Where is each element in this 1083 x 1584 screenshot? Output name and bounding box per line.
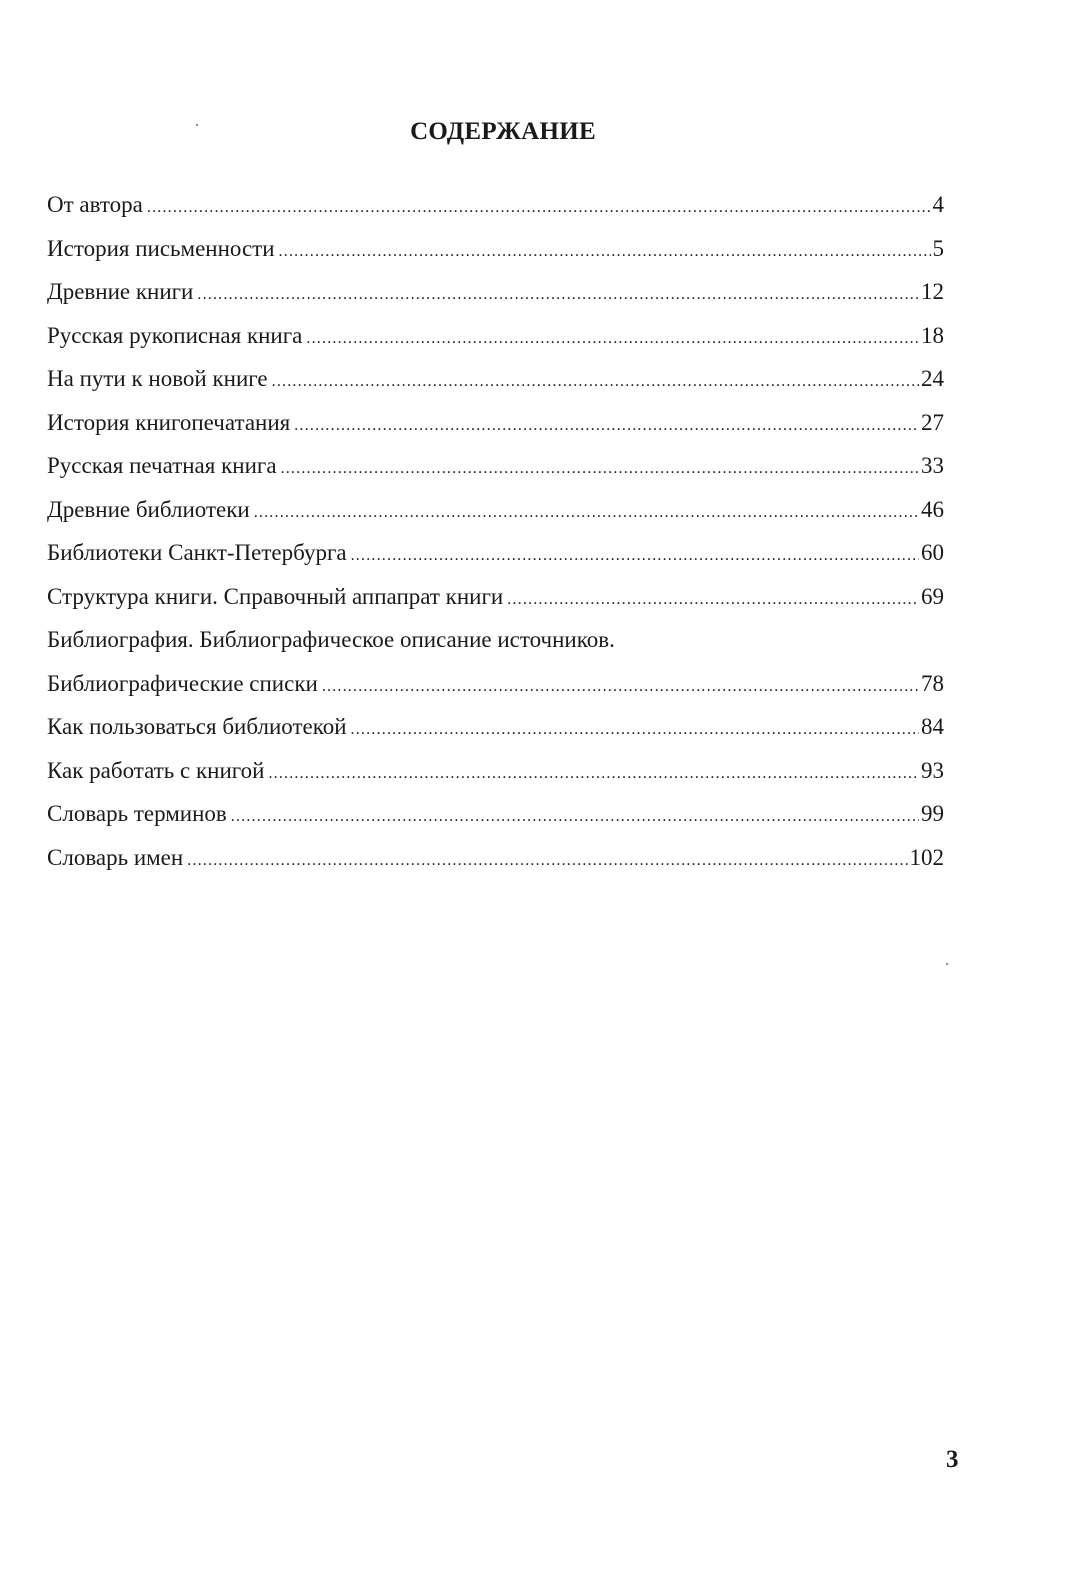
toc-entry <box>47 758 944 802</box>
toc-entry-page: 18 <box>921 322 944 348</box>
toc-entry <box>47 366 944 410</box>
toc-dot-leader <box>279 243 931 261</box>
toc-entry-page: 5 <box>932 235 944 261</box>
toc-dot-leader <box>197 286 919 304</box>
toc-entry-page: 99 <box>921 801 944 826</box>
toc-entry-title: История письменности <box>47 235 275 261</box>
toc-entry <box>47 453 944 497</box>
toc-dot-leader <box>231 808 919 826</box>
toc-entry <box>47 410 944 454</box>
toc-entry <box>47 279 944 323</box>
toc-dot-leader <box>351 721 919 739</box>
toc-entry-title: Словарь имен <box>47 844 184 870</box>
toc-entry-page: 84 <box>921 714 944 739</box>
toc-entry <box>47 714 944 758</box>
toc-dot-leader <box>507 591 919 609</box>
toc-entry-title: Русская печатная книга <box>47 453 277 478</box>
toc-entry <box>47 323 944 367</box>
toc-dot-leader <box>322 678 919 696</box>
toc-entry-page: 27 <box>921 409 944 435</box>
toc-entry-title: Русская рукописная книга <box>47 322 303 348</box>
toc-title: СОДЕРЖАНИЕ <box>410 118 596 145</box>
toc-entry <box>47 671 944 715</box>
toc-entry-title: Древние библиотеки <box>47 496 250 522</box>
toc-entry-title: Словарь терминов <box>47 801 227 826</box>
toc-list <box>47 192 944 888</box>
toc-dot-leader <box>306 330 919 348</box>
toc-entry-page: 46 <box>921 496 944 522</box>
toc-entry-page: 12 <box>921 279 944 304</box>
toc-dot-leader <box>272 373 919 391</box>
toc-entry <box>47 192 944 236</box>
toc-dot-leader <box>268 765 919 783</box>
toc-entry <box>47 236 944 280</box>
toc-dot-leader <box>294 417 919 435</box>
toc-entry <box>47 497 944 541</box>
page-number: 3 <box>946 1446 959 1473</box>
scan-speck <box>196 124 198 126</box>
toc-dot-leader <box>147 199 931 217</box>
toc-entry <box>47 801 944 845</box>
toc-dot-leader <box>254 504 919 522</box>
toc-entry-title: Библиотеки Санкт-Петербурга <box>47 540 347 565</box>
toc-entry-page: 69 <box>921 583 944 609</box>
toc-entry-title: От автора <box>47 192 143 217</box>
toc-entry-title: Библиографические списки <box>47 670 318 696</box>
toc-entry-title: На пути к новой книге <box>47 366 268 391</box>
toc-entry-page: 33 <box>921 453 944 478</box>
toc-entry <box>47 627 944 671</box>
toc-entry-page: 93 <box>921 757 944 783</box>
toc-dot-leader <box>187 852 907 870</box>
toc-entry <box>47 540 944 584</box>
toc-dot-leader <box>351 547 919 565</box>
toc-entry-page: 4 <box>932 192 944 217</box>
toc-entry-page: 60 <box>921 540 944 565</box>
toc-entry-page: 78 <box>921 670 944 696</box>
toc-entry-title: Древние книги <box>47 279 194 304</box>
toc-entry <box>47 584 944 628</box>
toc-entry-title: Как пользоваться библиотекой <box>47 714 347 739</box>
toc-entry-page: 102 <box>909 844 944 870</box>
toc-entry-page: 24 <box>921 366 944 391</box>
toc-entry <box>47 845 944 889</box>
toc-dot-leader <box>281 460 919 478</box>
toc-entry-title: Структура книги. Справочный аппапрат книги <box>47 583 504 609</box>
toc-entry-title: Как работать с книгой <box>47 757 265 783</box>
toc-entry-title: Библиография. Библиографическое описание источников. <box>47 627 615 652</box>
scan-speck <box>946 963 948 965</box>
toc-entry-title: История книгопечатания <box>47 409 291 435</box>
